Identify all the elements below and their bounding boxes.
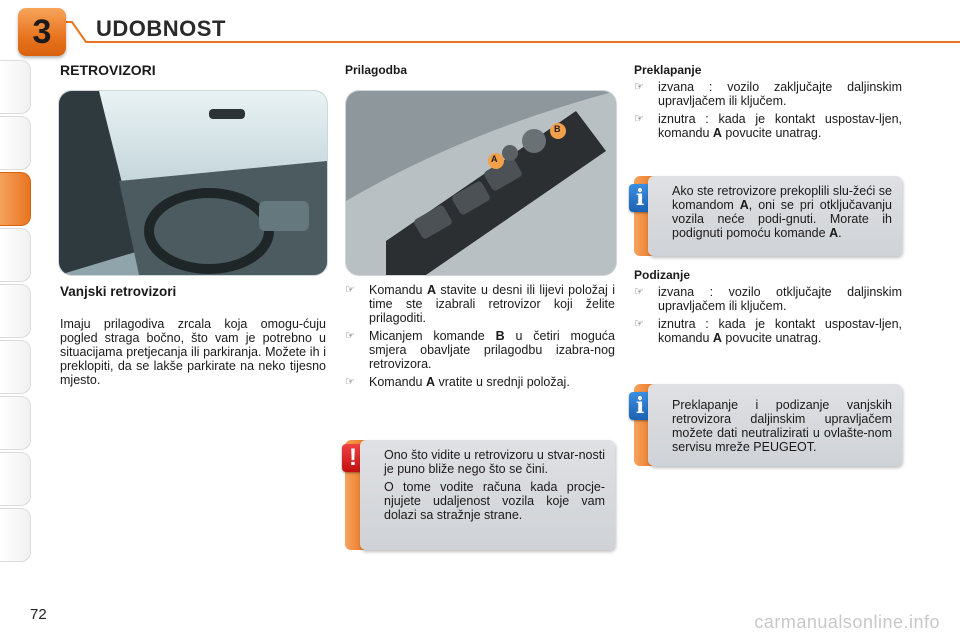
hand-pointer-icon: ☞ [345,330,355,342]
adjustment-steps [345,283,615,393]
chapter-tab-5[interactable] [0,284,31,338]
hand-pointer-icon: ☞ [634,113,644,125]
left-subheading: Vanjski retrovizori [60,284,177,299]
folding-heading: Preklapanje [634,63,702,77]
hand-pointer-icon: ☞ [345,284,355,296]
info-icon: i [629,392,651,420]
hand-pointer-icon: ☞ [634,286,644,298]
mirror-control-photo [345,90,617,276]
label-a: A [491,154,498,164]
chapter-tab-3-active[interactable] [0,172,31,226]
raising-heading: Podizanje [634,268,691,282]
warning-text-1: Ono što vidite u retrovizoru u stvar-nosti je puno bliže nego što se čini. [384,448,605,476]
info-text-1: Ako ste retrovizore prekoplili slu-žeći se komandom A, oni se pri otključavanju vozila neće podi-gnuti. Morate ih podignuti pomoću komande A. [672,184,893,240]
left-paragraph: Imaju prilagodiva zrcala koja omogu-ćuju pogled straga bočno, što vam je potrebno u situacijama pretjecanja ili parkiranja. Možete ih i preklopiti, da se lakše parkirate na neko tijesno mjesto. [60,317,326,387]
watermark: carmanualsonline.info [754,612,940,632]
info-box-1 [648,176,902,256]
section-title: RETROVIZORI [60,62,156,78]
chapter-tab-6[interactable] [0,340,31,394]
chapter-tab-2[interactable] [0,116,31,170]
list-item: ☞ Komandu A stavite u desni ili lijevi položaj i time ste izabrali retrovizor koji želite prilagoditi. [345,283,615,325]
info-text-2: Preklapanje i podizanje vanjskih retrovizora daljinskim upravljačem možete dati neutralizirati u ovlašte-nom servisu mreže PEUGEOT. [672,398,892,454]
hand-pointer-icon: ☞ [634,81,644,93]
page-number: 72 [30,606,47,623]
list-item: ☞ Komandu A vratite u srednji položaj. [345,375,570,389]
raising-steps [634,285,902,349]
list-item: ☞ iznutra : kada je kontakt uspostav-ljen, komandu A povucite unatrag. [634,317,902,345]
car-interior-photo [58,90,328,276]
chapter-tabs [0,60,34,580]
chapter-tab-7[interactable] [0,396,31,450]
chapter-title: UDOBNOST [96,16,226,41]
chapter-tab-9[interactable] [0,508,31,562]
hand-pointer-icon: ☞ [345,376,355,388]
middle-heading: Prilagodba [345,63,408,77]
warning-box [360,440,615,550]
chapter-tab-8[interactable] [0,452,31,506]
chapter-tab-4[interactable] [0,228,31,282]
info-icon: i [629,184,651,212]
folding-steps [634,80,902,144]
list-item: ☞ izvana : vozilo zaključajte daljinskim upravljačem ili ključem. [634,80,902,108]
list-item: ☞ izvana : vozilo otključajte daljinskim upravljačem ili ključem. [634,285,902,313]
chapter-tab-1[interactable] [0,60,31,114]
list-item: ☞ iznutra : kada je kontakt uspostav-ljen, komandu A povucite unatrag. [634,112,902,140]
label-b: B [554,124,561,134]
hand-pointer-icon: ☞ [634,318,644,330]
warning-icon: ! [342,444,364,472]
warning-text-2: O tome vodite računa kada procje-njujete udaljenost vozila koje vam dolazi sa stražnje strane. [384,480,605,522]
list-item: ☞ Micanjem komande B u četiri moguća smjera obavljate prilagodbu izabra-nog retrovizora. [345,329,615,371]
info-box-2 [648,384,902,466]
chapter-number-badge [18,8,66,56]
chapter-number: 3 [32,12,52,51]
